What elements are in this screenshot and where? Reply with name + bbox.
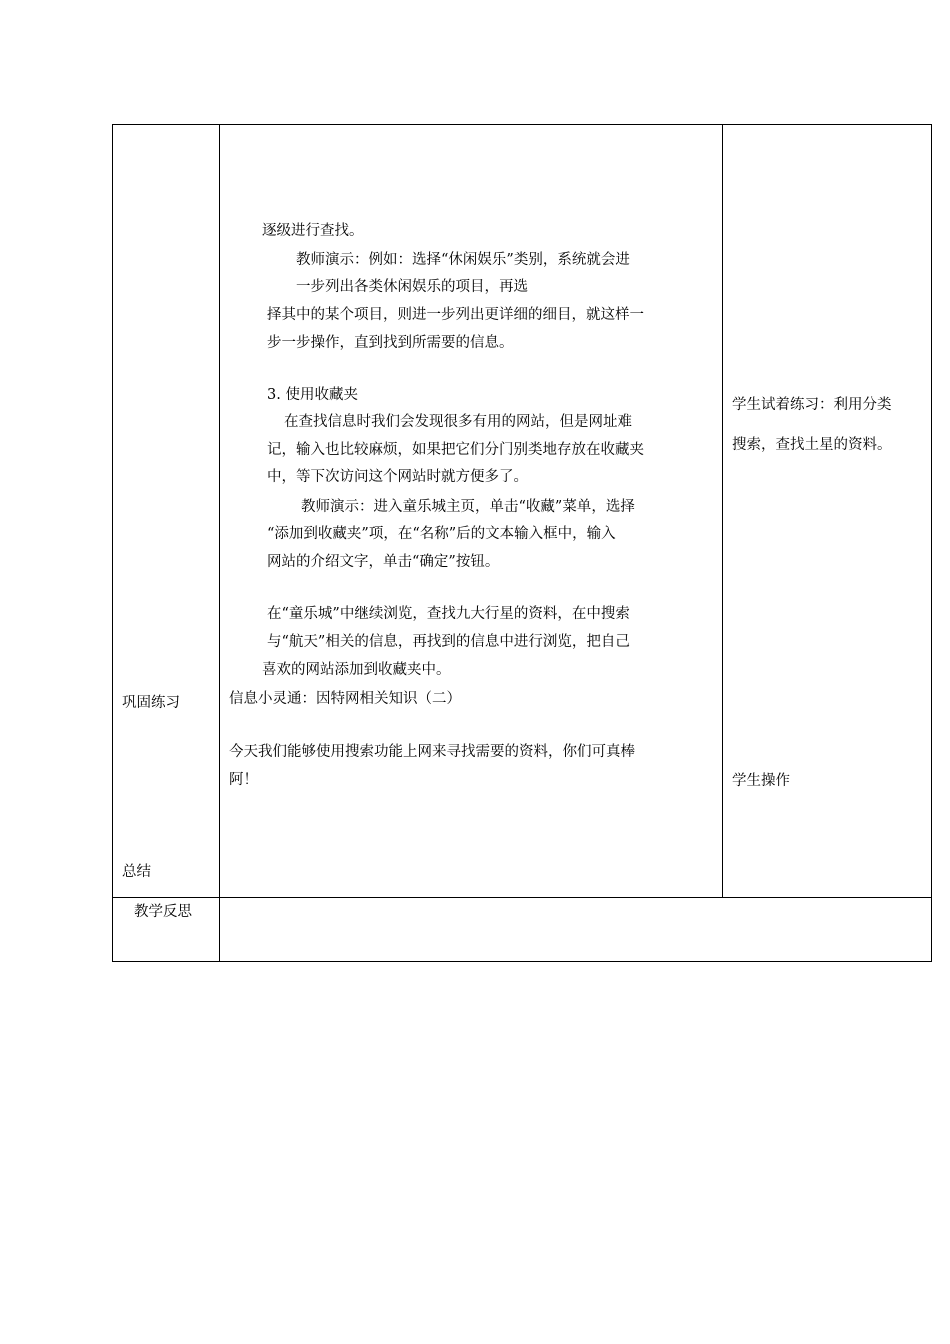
content-line: 教师演示：例如：选择“休闲娱乐”类别，系统就会进 bbox=[296, 252, 630, 268]
info-title: 信息小灵通：因特网相关知识（二） bbox=[229, 691, 461, 707]
table-border-top bbox=[112, 124, 932, 125]
table-border-bottom bbox=[112, 961, 932, 962]
student-practice-text: 搜索，查找土星的资料。 bbox=[732, 437, 892, 453]
table-divider-col1 bbox=[219, 124, 220, 962]
student-practice-text: 学生试着练习：利用分类 bbox=[732, 397, 892, 413]
table-border-right bbox=[931, 124, 932, 962]
section-heading: 3. 使用收藏夹 bbox=[267, 387, 358, 403]
table-border-row bbox=[112, 897, 932, 898]
content-line: 教师演示：进入童乐城主页，单击“收藏”菜单，选择 bbox=[301, 499, 635, 515]
content-line: 网站的介绍文字，单击“确定”按钮。 bbox=[267, 554, 500, 570]
content-line: 在查找信息时我们会发现很多有用的网站，但是网址难 bbox=[284, 414, 632, 430]
table-divider-col2 bbox=[722, 124, 723, 898]
reflection-label: 教学反思 bbox=[134, 904, 192, 920]
summary-text: 阿！ bbox=[229, 772, 258, 788]
practice-label: 巩固练习 bbox=[122, 695, 180, 711]
content-line: 步一步操作，直到找到所需要的信息。 bbox=[267, 335, 514, 351]
content-line: 择其中的某个项目，则进一步列出更详细的细目，就这样一 bbox=[267, 307, 644, 323]
content-line: 与“航天”相关的信息，再找到的信息中进行浏览，把自己 bbox=[267, 634, 630, 650]
content-line: “添加到收藏夹”项，在“名称”后的文本输入框中，输入 bbox=[267, 526, 616, 542]
student-operation-text: 学生操作 bbox=[732, 773, 790, 789]
content-line: 在“童乐城”中继续浏览，查找九大行星的资料，在中搜索 bbox=[267, 606, 630, 622]
content-line: 逐级进行查找。 bbox=[262, 223, 364, 239]
summary-label: 总结 bbox=[122, 864, 151, 880]
summary-text: 今天我们能够使用搜索功能上网来寻找需要的资料，你们可真棒 bbox=[229, 744, 635, 760]
table-border-left bbox=[112, 124, 113, 962]
content-line: 一步列出各类休闲娱乐的项目，再选 bbox=[296, 279, 528, 295]
content-line: 中，等下次访问这个网站时就方便多了。 bbox=[267, 469, 528, 485]
content-line: 记，输入也比较麻烦，如果把它们分门别类地存放在收藏夹 bbox=[267, 442, 644, 458]
content-line: 喜欢的网站添加到收藏夹中。 bbox=[262, 662, 451, 678]
